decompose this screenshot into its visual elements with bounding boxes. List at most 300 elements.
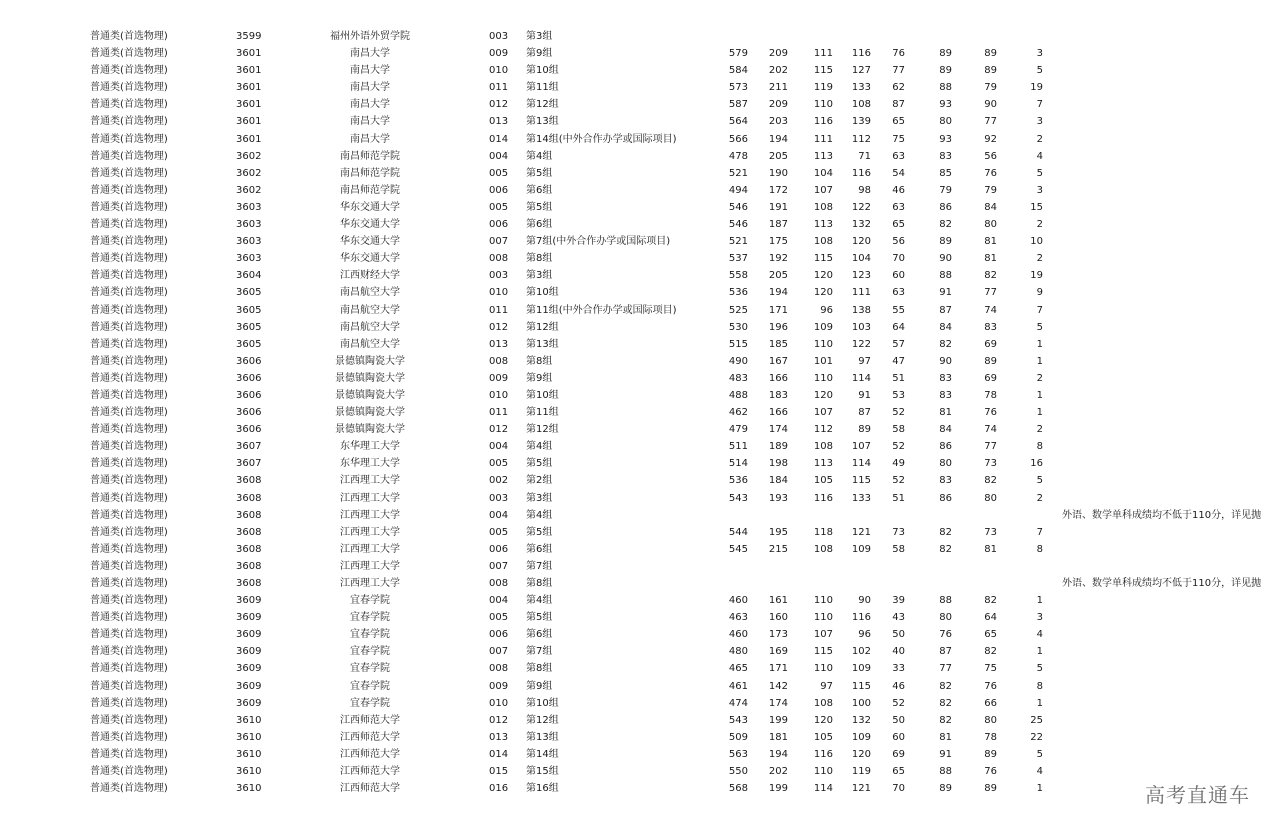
table-row (0, 780, 1280, 797)
category-cell: 普通类(首选物理) (90, 407, 168, 419)
score-cell: 120 (813, 270, 833, 282)
group-code-cell: 012 (489, 99, 509, 111)
score-cell: 120 (813, 714, 833, 726)
category-cell: 普通类(首选物理) (90, 441, 168, 453)
table-row (0, 182, 1280, 199)
score-cell: 122 (851, 201, 871, 213)
school-name-cell: 江西师范大学 (340, 731, 400, 743)
category-cell: 普通类(首选物理) (90, 65, 168, 77)
group-name-cell: 第9组 (526, 680, 553, 692)
score-cell: 82 (939, 697, 952, 709)
school-name-cell: 江西理工大学 (340, 526, 400, 538)
school-name-cell: 南昌大学 (350, 99, 390, 111)
school-name-cell: 南昌大学 (350, 48, 390, 60)
score-cell: 544 (728, 526, 748, 538)
score-cell: 8 (1036, 680, 1043, 692)
score-cell: 5 (1036, 321, 1043, 333)
score-cell: 113 (813, 150, 833, 162)
score-cell: 115 (851, 475, 871, 487)
score-cell: 71 (858, 150, 871, 162)
score-cell: 194 (768, 287, 788, 299)
score-cell: 70 (892, 253, 905, 265)
group-code-cell: 014 (489, 133, 509, 145)
group-code-cell: 010 (489, 389, 509, 401)
score-cell: 568 (728, 783, 748, 795)
score-cell: 209 (768, 99, 788, 111)
school-code-cell: 3602 (236, 184, 262, 196)
table-row (0, 387, 1280, 404)
score-cell: 2 (1036, 492, 1043, 504)
score-cell: 93 (939, 99, 952, 111)
group-code-cell: 008 (489, 253, 509, 265)
score-cell: 121 (851, 783, 871, 795)
school-code-cell: 3604 (236, 270, 262, 282)
score-cell: 202 (768, 65, 788, 77)
score-cell: 69 (984, 372, 997, 384)
school-code-cell: 3608 (236, 578, 262, 589)
score-cell: 49 (892, 458, 905, 470)
score-cell: 58 (892, 424, 905, 436)
school-name-cell: 江西师范大学 (340, 783, 400, 795)
score-cell: 133 (851, 82, 871, 94)
score-cell: 65 (892, 766, 905, 778)
score-cell: 536 (728, 475, 748, 487)
score-cell: 83 (939, 372, 952, 384)
score-cell: 112 (813, 424, 833, 436)
school-code-cell: 3609 (236, 595, 262, 607)
score-cell: 5 (1036, 167, 1043, 179)
score-cell: 89 (939, 236, 952, 248)
school-name-cell: 福州外语外贸学院 (330, 31, 410, 42)
score-cell: 89 (858, 424, 871, 436)
score-cell: 132 (851, 714, 871, 726)
score-cell: 546 (728, 201, 748, 213)
school-code-cell: 3608 (236, 509, 262, 521)
score-cell: 190 (768, 167, 788, 179)
score-cell: 82 (984, 270, 997, 282)
score-cell: 39 (892, 595, 905, 607)
group-name-cell: 第15组 (526, 766, 559, 778)
school-name-cell: 南昌航空大学 (340, 338, 400, 350)
table-row (0, 165, 1280, 182)
score-cell: 92 (984, 133, 997, 145)
score-cell: 191 (768, 201, 788, 213)
category-cell: 普通类(首选物理) (90, 697, 168, 709)
score-cell: 4 (1036, 629, 1043, 641)
group-name-cell: 第11组 (526, 407, 559, 419)
group-name-cell: 第5组 (526, 167, 553, 179)
score-cell: 110 (813, 766, 833, 778)
score-cell: 52 (892, 441, 905, 453)
score-cell: 115 (813, 65, 833, 77)
school-name-cell: 江西理工大学 (340, 578, 400, 589)
category-cell: 普通类(首选物理) (90, 116, 168, 128)
school-name-cell: 南昌大学 (350, 65, 390, 77)
group-name-cell: 第10组 (526, 389, 559, 401)
score-cell: 73 (892, 526, 905, 538)
score-cell: 111 (813, 133, 833, 145)
group-name-cell: 第8组 (526, 663, 553, 675)
score-cell: 87 (892, 99, 905, 111)
school-name-cell: 宜春学院 (350, 612, 390, 624)
score-cell: 107 (813, 629, 833, 641)
score-cell: 8 (1036, 543, 1043, 555)
table-row (0, 626, 1280, 643)
score-cell: 536 (728, 287, 748, 299)
score-cell: 87 (939, 304, 952, 316)
score-cell: 109 (851, 731, 871, 743)
score-cell: 1 (1036, 389, 1043, 401)
score-cell: 46 (892, 680, 905, 692)
score-cell: 114 (851, 372, 871, 384)
group-name-cell: 第14组 (526, 748, 559, 760)
score-cell: 184 (768, 475, 788, 487)
score-cell: 63 (892, 201, 905, 213)
score-cell: 62 (892, 82, 905, 94)
table-row (0, 113, 1280, 130)
score-cell: 66 (984, 697, 997, 709)
school-name-cell: 宜春学院 (350, 663, 390, 675)
score-cell: 480 (728, 646, 748, 658)
school-code-cell: 3606 (236, 372, 262, 384)
school-name-cell: 华东交通大学 (340, 219, 400, 231)
table-row (0, 199, 1280, 216)
score-cell: 194 (768, 133, 788, 145)
group-name-cell: 第3组 (526, 31, 553, 42)
table-row (0, 284, 1280, 301)
score-cell: 494 (728, 184, 748, 196)
school-name-cell: 南昌大学 (350, 82, 390, 94)
group-code-cell: 009 (489, 680, 509, 692)
score-cell: 169 (768, 646, 788, 658)
score-cell: 110 (813, 612, 833, 624)
school-name-cell: 宜春学院 (350, 646, 390, 658)
school-name-cell: 景德镇陶瓷大学 (335, 389, 405, 401)
category-cell: 普通类(首选物理) (90, 287, 168, 299)
score-cell: 119 (851, 766, 871, 778)
score-cell: 181 (768, 731, 788, 743)
school-name-cell: 东华理工大学 (340, 441, 400, 453)
group-name-cell: 第13组 (526, 116, 559, 128)
score-cell: 109 (851, 663, 871, 675)
score-cell: 7 (1036, 526, 1043, 538)
score-cell: 73 (984, 458, 997, 470)
score-cell: 465 (728, 663, 748, 675)
table-row (0, 455, 1280, 472)
score-cell: 509 (728, 731, 748, 743)
school-code-cell: 3603 (236, 219, 262, 231)
school-name-cell: 南昌航空大学 (340, 304, 400, 316)
score-cell: 87 (939, 646, 952, 658)
school-code-cell: 3608 (236, 560, 262, 572)
score-cell: 82 (984, 475, 997, 487)
group-name-cell: 第12组 (526, 424, 559, 436)
score-cell: 70 (892, 783, 905, 795)
score-cell: 90 (939, 355, 952, 367)
category-cell: 普通类(首选物理) (90, 99, 168, 111)
score-cell: 7 (1036, 304, 1043, 316)
score-cell: 1 (1036, 355, 1043, 367)
group-code-cell: 003 (489, 31, 509, 42)
score-cell: 110 (813, 99, 833, 111)
category-cell: 普通类(首选物理) (90, 595, 168, 607)
table-row (0, 490, 1280, 507)
score-cell: 515 (728, 338, 748, 350)
score-cell: 64 (892, 321, 905, 333)
table-row (0, 62, 1280, 79)
score-cell: 461 (728, 680, 748, 692)
table-row (0, 507, 1280, 524)
score-cell: 171 (768, 663, 788, 675)
score-cell: 8 (1036, 441, 1043, 453)
score-cell: 108 (813, 236, 833, 248)
score-cell: 82 (984, 646, 997, 658)
score-cell: 120 (813, 389, 833, 401)
group-code-cell: 016 (489, 783, 509, 795)
table-row (0, 558, 1280, 575)
table-row (0, 678, 1280, 695)
score-cell: 174 (768, 424, 788, 436)
school-name-cell: 南昌大学 (350, 116, 390, 128)
table-row (0, 96, 1280, 113)
group-code-cell: 011 (489, 407, 509, 419)
group-code-cell: 004 (489, 509, 509, 521)
watermark: 高考直通车 (1145, 783, 1250, 807)
score-cell: 584 (728, 65, 748, 77)
score-cell: 108 (813, 543, 833, 555)
school-code-cell: 3606 (236, 389, 262, 401)
score-cell: 74 (984, 304, 997, 316)
category-cell: 普通类(首选物理) (90, 270, 168, 282)
score-cell: 60 (892, 270, 905, 282)
score-cell: 127 (851, 65, 871, 77)
group-code-cell: 013 (489, 338, 509, 350)
category-cell: 普通类(首选物理) (90, 509, 168, 521)
school-name-cell: 景德镇陶瓷大学 (335, 355, 405, 367)
score-cell: 161 (768, 595, 788, 607)
group-code-cell: 013 (489, 116, 509, 128)
score-cell: 1 (1036, 595, 1043, 607)
school-code-cell: 3610 (236, 748, 262, 760)
score-cell: 89 (984, 65, 997, 77)
school-name-cell: 南昌师范学院 (340, 150, 400, 162)
score-cell: 9 (1036, 287, 1043, 299)
score-cell: 89 (939, 48, 952, 60)
score-cell: 76 (892, 48, 905, 60)
score-cell: 108 (813, 697, 833, 709)
school-name-cell: 景德镇陶瓷大学 (335, 407, 405, 419)
school-name-cell: 华东交通大学 (340, 201, 400, 213)
school-name-cell: 江西师范大学 (340, 766, 400, 778)
score-cell: 65 (892, 116, 905, 128)
score-cell: 52 (892, 475, 905, 487)
group-code-cell: 013 (489, 731, 509, 743)
score-cell: 97 (820, 680, 833, 692)
score-cell: 69 (984, 338, 997, 350)
category-cell: 普通类(首选物理) (90, 184, 168, 196)
group-name-cell: 第12组 (526, 714, 559, 726)
category-cell: 普通类(首选物理) (90, 389, 168, 401)
group-name-cell: 第7组 (526, 646, 553, 658)
category-cell: 普通类(首选物理) (90, 731, 168, 743)
score-cell: 558 (728, 270, 748, 282)
score-cell: 142 (768, 680, 788, 692)
score-cell: 118 (813, 526, 833, 538)
score-cell: 139 (851, 116, 871, 128)
category-cell: 普通类(首选物理) (90, 578, 168, 589)
score-cell: 91 (939, 287, 952, 299)
group-name-cell: 第10组 (526, 65, 559, 77)
score-cell: 80 (939, 116, 952, 128)
score-cell: 64 (984, 612, 997, 624)
group-name-cell: 第14组(中外合作办学或国际项目) (526, 133, 677, 145)
score-cell: 112 (851, 133, 871, 145)
category-cell: 普通类(首选物理) (90, 560, 168, 572)
score-cell: 199 (768, 783, 788, 795)
score-cell: 460 (728, 629, 748, 641)
school-name-cell: 华东交通大学 (340, 236, 400, 248)
score-cell: 120 (813, 287, 833, 299)
score-cell: 77 (892, 65, 905, 77)
score-cell: 102 (851, 646, 871, 658)
score-cell: 80 (939, 458, 952, 470)
score-cell: 463 (728, 612, 748, 624)
category-cell: 普通类(首选物理) (90, 236, 168, 248)
score-cell: 76 (984, 167, 997, 179)
category-cell: 普通类(首选物理) (90, 714, 168, 726)
score-cell: 483 (728, 372, 748, 384)
table-row (0, 695, 1280, 712)
school-code-cell: 3609 (236, 612, 262, 624)
score-cell: 173 (768, 629, 788, 641)
school-code-cell: 3609 (236, 680, 262, 692)
score-cell: 579 (728, 48, 748, 60)
score-cell: 116 (851, 48, 871, 60)
score-cell: 563 (728, 748, 748, 760)
score-cell: 550 (728, 766, 748, 778)
score-cell: 52 (892, 697, 905, 709)
score-cell: 174 (768, 697, 788, 709)
group-code-cell: 010 (489, 287, 509, 299)
table-row (0, 267, 1280, 284)
score-cell: 1 (1036, 783, 1043, 795)
group-code-cell: 004 (489, 150, 509, 162)
school-code-cell: 3603 (236, 253, 262, 265)
score-cell: 80 (984, 492, 997, 504)
score-cell: 78 (984, 731, 997, 743)
school-code-cell: 3610 (236, 766, 262, 778)
school-name-cell: 江西师范大学 (340, 748, 400, 760)
group-code-cell: 005 (489, 526, 509, 538)
group-code-cell: 006 (489, 543, 509, 555)
group-code-cell: 004 (489, 595, 509, 607)
score-cell: 83 (939, 475, 952, 487)
group-code-cell: 003 (489, 492, 509, 504)
admission-score-table (0, 28, 1280, 797)
school-code-cell: 3610 (236, 783, 262, 795)
score-cell: 111 (813, 48, 833, 60)
score-cell: 81 (984, 253, 997, 265)
score-cell: 79 (984, 82, 997, 94)
score-cell: 82 (939, 543, 952, 555)
score-cell: 171 (768, 304, 788, 316)
school-code-cell: 3606 (236, 355, 262, 367)
score-cell: 172 (768, 184, 788, 196)
group-code-cell: 010 (489, 65, 509, 77)
group-name-cell: 第11组 (526, 82, 559, 94)
score-cell: 196 (768, 321, 788, 333)
score-cell: 511 (728, 441, 748, 453)
school-name-cell: 宜春学院 (350, 595, 390, 607)
category-cell: 普通类(首选物理) (90, 31, 168, 42)
score-cell: 60 (892, 731, 905, 743)
group-name-cell: 第9组 (526, 48, 553, 60)
score-cell: 166 (768, 372, 788, 384)
group-code-cell: 014 (489, 748, 509, 760)
category-cell: 普通类(首选物理) (90, 201, 168, 213)
score-cell: 123 (851, 270, 871, 282)
score-cell: 116 (813, 116, 833, 128)
table-row (0, 575, 1280, 592)
school-code-cell: 3609 (236, 663, 262, 675)
table-row (0, 541, 1280, 558)
group-name-cell: 第7组(中外合作办学或国际项目) (526, 236, 671, 248)
school-code-cell: 3602 (236, 150, 262, 162)
score-cell: 89 (984, 48, 997, 60)
score-cell: 566 (728, 133, 748, 145)
score-cell: 116 (851, 167, 871, 179)
score-cell: 111 (851, 287, 871, 299)
score-cell: 5 (1036, 475, 1043, 487)
group-code-cell: 005 (489, 167, 509, 179)
score-cell: 100 (851, 697, 871, 709)
group-code-cell: 012 (489, 424, 509, 436)
score-cell: 43 (892, 612, 905, 624)
score-cell: 521 (728, 236, 748, 248)
school-code-cell: 3601 (236, 116, 262, 128)
school-code-cell: 3602 (236, 167, 262, 179)
score-cell: 88 (939, 270, 952, 282)
group-code-cell: 012 (489, 714, 509, 726)
score-cell: 88 (939, 595, 952, 607)
score-cell: 89 (939, 65, 952, 77)
score-cell: 33 (892, 663, 905, 675)
group-name-cell: 第6组 (526, 543, 553, 555)
score-cell: 203 (768, 116, 788, 128)
school-name-cell: 南昌师范学院 (340, 167, 400, 179)
score-cell: 113 (813, 219, 833, 231)
score-cell: 1 (1036, 646, 1043, 658)
school-name-cell: 南昌大学 (350, 133, 390, 145)
score-cell: 114 (851, 458, 871, 470)
group-name-cell: 第12组 (526, 99, 559, 111)
table-row (0, 370, 1280, 387)
score-cell: 82 (939, 680, 952, 692)
category-cell: 普通类(首选物理) (90, 321, 168, 333)
score-cell: 51 (892, 372, 905, 384)
score-cell: 116 (813, 748, 833, 760)
table-row (0, 438, 1280, 455)
school-code-cell: 3608 (236, 526, 262, 538)
score-cell: 530 (728, 321, 748, 333)
score-cell: 83 (939, 389, 952, 401)
score-cell: 573 (728, 82, 748, 94)
group-code-cell: 006 (489, 184, 509, 196)
score-cell: 89 (984, 355, 997, 367)
school-name-cell: 东华理工大学 (340, 458, 400, 470)
score-cell: 63 (892, 150, 905, 162)
score-cell: 79 (939, 184, 952, 196)
